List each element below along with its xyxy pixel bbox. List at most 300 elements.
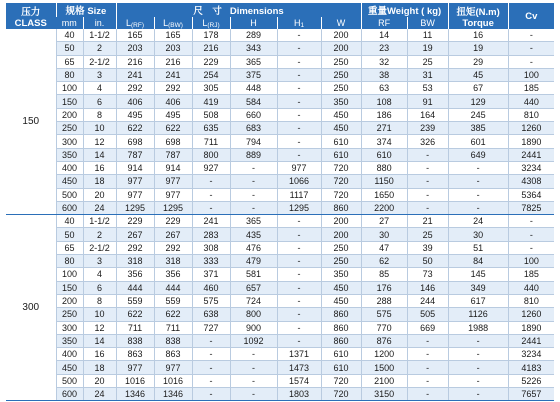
table-cell: 450 (321, 108, 361, 121)
weight-header-cn: 重量 (368, 6, 388, 17)
table-cell: 698 (154, 135, 192, 148)
weight-header (361, 3, 448, 17)
table-cell: 200 (56, 294, 83, 307)
table-cell: 1988 (448, 321, 508, 334)
table-cell: 300 (56, 321, 83, 334)
h1-sub: 1 (300, 22, 305, 29)
table-row (6, 294, 554, 307)
table-cell: 40 (56, 215, 83, 228)
torque-header (448, 3, 508, 29)
table-cell: 14 (83, 334, 116, 347)
table-cell: 711 (192, 135, 230, 148)
table-cell: - (192, 188, 230, 201)
table-cell: 318 (154, 255, 192, 268)
table-cell: 24 (83, 201, 116, 214)
table-cell: - (192, 361, 230, 374)
table-cell: 622 (116, 308, 154, 321)
table-cell: - (192, 348, 230, 361)
l-bw-header (154, 17, 192, 29)
table-cell: 216 (192, 42, 230, 55)
table-cell: 30 (361, 228, 407, 241)
table-cell: 250 (321, 82, 361, 95)
table-cell: 350 (56, 334, 83, 347)
table-cell: 770 (361, 321, 407, 334)
table-cell: 660 (230, 108, 277, 121)
table-cell: 38 (361, 68, 407, 81)
table-cell: 288 (361, 294, 407, 307)
table-cell: 500 (56, 374, 83, 387)
table-cell: 860 (321, 321, 361, 334)
class-header (6, 3, 56, 29)
l-bw-sub: (BW) (168, 22, 183, 29)
table-row (6, 255, 554, 268)
table-cell: 3234 (508, 161, 554, 174)
table-cell: 440 (508, 281, 554, 294)
table-cell: 203 (154, 42, 192, 55)
table-cell: 4183 (508, 361, 554, 374)
table-cell: 25 (407, 228, 448, 241)
l-rj-header (192, 17, 230, 29)
table-cell: - (230, 201, 277, 214)
table-cell: - (407, 161, 448, 174)
bw-weight-header: BW (407, 17, 448, 29)
h1-header (277, 17, 321, 29)
table-cell: 241 (154, 68, 192, 81)
table-cell: - (508, 42, 554, 55)
table-cell: 23 (361, 42, 407, 55)
table-cell: - (277, 321, 321, 334)
table-cell: 73 (407, 268, 448, 281)
table-cell: 350 (321, 268, 361, 281)
table-cell: 164 (407, 108, 448, 121)
table-cell: 977 (154, 188, 192, 201)
table-cell: 450 (321, 294, 361, 307)
table-row (6, 215, 554, 228)
table-cell: 62 (361, 255, 407, 268)
table-cell: - (192, 334, 230, 347)
table-cell: 10 (83, 122, 116, 135)
table-cell: 669 (407, 321, 448, 334)
table-cell: 12 (83, 321, 116, 334)
table-cell: 1092 (230, 334, 277, 347)
table-cell: - (448, 188, 508, 201)
table-cell: 419 (192, 95, 230, 108)
table-cell: 292 (116, 241, 154, 254)
table-cell: 6 (83, 281, 116, 294)
table-cell: 2 (83, 42, 116, 55)
table-cell: 100 (508, 255, 554, 268)
table-cell: - (277, 148, 321, 161)
table-cell: 610 (321, 361, 361, 374)
table-cell: 720 (321, 175, 361, 188)
table-cell: 1371 (277, 348, 321, 361)
table-cell: 3 (83, 255, 116, 268)
table-cell: 24 (83, 388, 116, 401)
table-row (6, 82, 554, 95)
table-cell: 216 (154, 55, 192, 68)
table-cell: - (448, 334, 508, 347)
table-cell: 18 (83, 361, 116, 374)
table-cell: 5226 (508, 374, 554, 387)
table-cell: 406 (154, 95, 192, 108)
table-row (6, 361, 554, 374)
table-cell: - (277, 55, 321, 68)
table-cell: 479 (230, 255, 277, 268)
table-cell: 2-1/2 (83, 241, 116, 254)
table-cell: 267 (154, 228, 192, 241)
table-header (6, 3, 554, 29)
table-cell: 977 (154, 175, 192, 188)
h1-label: H (293, 18, 301, 28)
table-cell: - (407, 175, 448, 188)
table-cell: 365 (230, 55, 277, 68)
table-cell: - (230, 161, 277, 174)
table-cell: 3234 (508, 348, 554, 361)
table-cell: - (230, 348, 277, 361)
table-cell: 216 (116, 55, 154, 68)
table-cell: 601 (448, 135, 508, 148)
table-row (6, 374, 554, 387)
table-cell: 7825 (508, 201, 554, 214)
table-cell: 450 (56, 175, 83, 188)
table-cell: - (277, 294, 321, 307)
table-row (6, 201, 554, 214)
table-cell: 2200 (361, 201, 407, 214)
table-cell: 495 (116, 108, 154, 121)
table-cell: 356 (154, 268, 192, 281)
table-cell: 2441 (508, 334, 554, 347)
table-cell: 165 (154, 29, 192, 42)
table-row (6, 281, 554, 294)
dimensions-header (116, 3, 361, 17)
table-cell: 7657 (508, 388, 554, 401)
table-cell: 914 (116, 161, 154, 174)
table-cell: 67 (448, 82, 508, 95)
table-row (6, 388, 554, 401)
table-cell: 860 (321, 308, 361, 321)
table-cell: 800 (192, 148, 230, 161)
table-cell: 254 (192, 68, 230, 81)
table-cell: 500 (56, 188, 83, 201)
table-cell: - (192, 374, 230, 387)
table-cell: 2 (83, 228, 116, 241)
table-cell: 24 (448, 215, 508, 228)
l-bw-label: L (163, 18, 169, 28)
table-cell: 838 (154, 334, 192, 347)
l-rf-label: L (126, 18, 132, 28)
table-cell: 283 (192, 228, 230, 241)
table-cell: 31 (407, 68, 448, 81)
table-cell: 448 (230, 82, 277, 95)
table-cell: 91 (407, 95, 448, 108)
table-cell: 50 (56, 228, 83, 241)
table-cell: 32 (361, 55, 407, 68)
table-cell: 100 (56, 82, 83, 95)
table-cell: 146 (407, 281, 448, 294)
table-cell: 977 (154, 361, 192, 374)
table-cell: 292 (154, 241, 192, 254)
table-cell: 610 (361, 148, 407, 161)
table-cell: 250 (56, 122, 83, 135)
table-cell: 19 (448, 42, 508, 55)
table-cell: - (448, 388, 508, 401)
table-row (6, 95, 554, 108)
table-cell: 610 (321, 348, 361, 361)
table-cell: 350 (56, 148, 83, 161)
table-cell: 244 (407, 294, 448, 307)
table-cell: 165 (116, 29, 154, 42)
table-cell: 289 (230, 29, 277, 42)
table-cell: 1150 (361, 175, 407, 188)
rf-weight-header: RF (361, 17, 407, 29)
table-cell: 622 (154, 122, 192, 135)
table-row (6, 42, 554, 55)
table-cell: 65 (56, 241, 83, 254)
size-header-cn: 规格 (65, 6, 85, 17)
table-cell: 374 (361, 135, 407, 148)
cv-header: Cv (508, 3, 554, 29)
table-cell: 1890 (508, 135, 554, 148)
table-cell: 371 (192, 268, 230, 281)
table-cell: 84 (448, 255, 508, 268)
table-cell: - (407, 348, 448, 361)
table-cell: 698 (116, 135, 154, 148)
table-cell: 1260 (508, 122, 554, 135)
table-cell: 889 (230, 148, 277, 161)
table-cell: - (277, 82, 321, 95)
table-cell: 200 (321, 215, 361, 228)
table-cell: - (277, 108, 321, 121)
table-cell: - (277, 268, 321, 281)
table-cell: - (407, 188, 448, 201)
table-cell: 241 (116, 68, 154, 81)
table-cell: 2441 (508, 148, 554, 161)
table-cell: 51 (448, 241, 508, 254)
table-cell: 349 (448, 281, 508, 294)
table-cell: 1650 (361, 188, 407, 201)
table-cell: 1066 (277, 175, 321, 188)
table-cell: 271 (361, 122, 407, 135)
table-cell: 200 (56, 108, 83, 121)
table-row (6, 122, 554, 135)
table-row (6, 175, 554, 188)
table-cell: - (230, 188, 277, 201)
table-cell: - (508, 241, 554, 254)
table-cell: 460 (192, 281, 230, 294)
table-cell: 610 (321, 148, 361, 161)
table-cell: 1117 (277, 188, 321, 201)
table-cell: 385 (448, 122, 508, 135)
table-cell: - (277, 228, 321, 241)
table-body (6, 29, 554, 401)
table-cell: 8 (83, 108, 116, 121)
table-cell: - (277, 42, 321, 55)
l-rf-header (116, 17, 154, 29)
table-cell: 108 (361, 95, 407, 108)
table-cell: 977 (116, 361, 154, 374)
table-cell: 400 (56, 161, 83, 174)
table-cell: 250 (321, 68, 361, 81)
table-cell: - (192, 175, 230, 188)
torque-header-en: Torque (462, 17, 494, 29)
table-cell: - (277, 68, 321, 81)
table-cell: - (448, 361, 508, 374)
table-cell: 365 (230, 215, 277, 228)
table-cell: 720 (321, 374, 361, 387)
table-cell: 292 (154, 82, 192, 95)
table-cell: 129 (448, 95, 508, 108)
table-cell: 250 (321, 55, 361, 68)
table-cell: 863 (154, 348, 192, 361)
table-cell: 622 (116, 122, 154, 135)
table-cell: 927 (192, 161, 230, 174)
table-cell: 4 (83, 268, 116, 281)
table-row (6, 188, 554, 201)
table-cell: 838 (116, 334, 154, 347)
table-cell: 250 (321, 255, 361, 268)
table-cell: 16 (83, 348, 116, 361)
l-rf-sub: (RF) (131, 22, 145, 29)
table-cell: - (508, 55, 554, 68)
table-cell: 559 (154, 294, 192, 307)
table-cell: 241 (192, 215, 230, 228)
table-cell: 508 (192, 108, 230, 121)
table-cell: 1500 (361, 361, 407, 374)
table-cell: 245 (448, 108, 508, 121)
table-cell: 50 (56, 42, 83, 55)
table-row (6, 241, 554, 254)
table-cell: 860 (321, 201, 361, 214)
table-cell: - (277, 241, 321, 254)
table-cell: - (508, 228, 554, 241)
table-cell: 810 (508, 108, 554, 121)
table-cell: 80 (56, 255, 83, 268)
table-cell: 977 (116, 188, 154, 201)
class-header-en: CLASS (14, 17, 47, 29)
table-cell: 1295 (154, 201, 192, 214)
table-cell: 30 (448, 228, 508, 241)
table-cell: 400 (56, 348, 83, 361)
table-cell: 1016 (116, 374, 154, 387)
dimensions-header-en: Dimensions (229, 6, 284, 17)
table-cell: 800 (230, 308, 277, 321)
in-header: in. (83, 17, 116, 29)
table-cell: 1-1/2 (83, 215, 116, 228)
table-cell: 185 (508, 82, 554, 95)
table-row (6, 334, 554, 347)
table-cell: 720 (321, 161, 361, 174)
table-cell: 200 (321, 42, 361, 55)
table-cell: 45 (448, 68, 508, 81)
table-cell: 600 (56, 388, 83, 401)
table-cell: 787 (116, 148, 154, 161)
table-cell: 100 (508, 68, 554, 81)
table-cell: 250 (56, 308, 83, 321)
table-cell: 876 (361, 334, 407, 347)
table-cell: - (277, 122, 321, 135)
table-cell: 711 (116, 321, 154, 334)
table-cell: - (277, 334, 321, 347)
table-cell: 29 (448, 55, 508, 68)
table-cell: 150 (56, 95, 83, 108)
table-cell: 176 (361, 281, 407, 294)
table-cell: 267 (116, 228, 154, 241)
table-cell: - (448, 374, 508, 387)
table-cell: - (277, 308, 321, 321)
table-cell: 14 (361, 29, 407, 42)
table-cell: 1-1/2 (83, 29, 116, 42)
table-cell: 12 (83, 135, 116, 148)
table-cell: 1016 (154, 374, 192, 387)
table-cell: 4308 (508, 175, 554, 188)
class-cell: 150 (6, 29, 56, 215)
table-cell: 178 (192, 29, 230, 42)
table-cell: - (508, 29, 554, 42)
table-cell: 3 (83, 68, 116, 81)
table-cell: 450 (321, 281, 361, 294)
table-cell: 1346 (154, 388, 192, 401)
torque-header-cn: 扭矩(N.m) (456, 6, 500, 18)
table-cell: 1574 (277, 374, 321, 387)
table-cell: 63 (361, 82, 407, 95)
table-cell: - (277, 215, 321, 228)
table-cell: 229 (154, 215, 192, 228)
weight-header-en: Weight ( kg) (387, 6, 442, 17)
table-cell: 326 (407, 135, 448, 148)
table-cell: 50 (407, 255, 448, 268)
table-cell: 977 (277, 161, 321, 174)
table-cell: 229 (116, 215, 154, 228)
table-cell: - (277, 281, 321, 294)
table-cell: 1890 (508, 321, 554, 334)
table-cell: - (277, 29, 321, 42)
table-cell: 711 (154, 321, 192, 334)
table-row (6, 68, 554, 81)
table-cell: 19 (407, 42, 448, 55)
table-cell: 657 (230, 281, 277, 294)
table-row (6, 55, 554, 68)
table-row (6, 348, 554, 361)
table-cell: - (448, 201, 508, 214)
valve-spec-table (6, 3, 554, 401)
table-cell: 25 (407, 55, 448, 68)
l-rj-sub: (RJ) (207, 22, 220, 29)
table-cell: 794 (230, 135, 277, 148)
table-cell: 185 (508, 268, 554, 281)
table-cell: 250 (321, 241, 361, 254)
table-cell: - (448, 161, 508, 174)
table-cell: 16 (83, 161, 116, 174)
table-cell: 1126 (448, 308, 508, 321)
table-cell: 860 (321, 334, 361, 347)
table-cell: - (407, 374, 448, 387)
table-cell: - (192, 388, 230, 401)
table-cell: - (230, 361, 277, 374)
table-cell: 900 (230, 321, 277, 334)
table-cell: - (230, 374, 277, 387)
table-cell: 1473 (277, 361, 321, 374)
table-row (6, 148, 554, 161)
table-cell: 239 (407, 122, 448, 135)
table-cell: 450 (321, 122, 361, 135)
table-cell: 47 (361, 241, 407, 254)
l-rj-label: L (202, 18, 208, 28)
table-cell: 343 (230, 42, 277, 55)
table-cell: 863 (116, 348, 154, 361)
table-cell: 318 (116, 255, 154, 268)
table-cell: - (230, 388, 277, 401)
table-cell: 39 (407, 241, 448, 254)
